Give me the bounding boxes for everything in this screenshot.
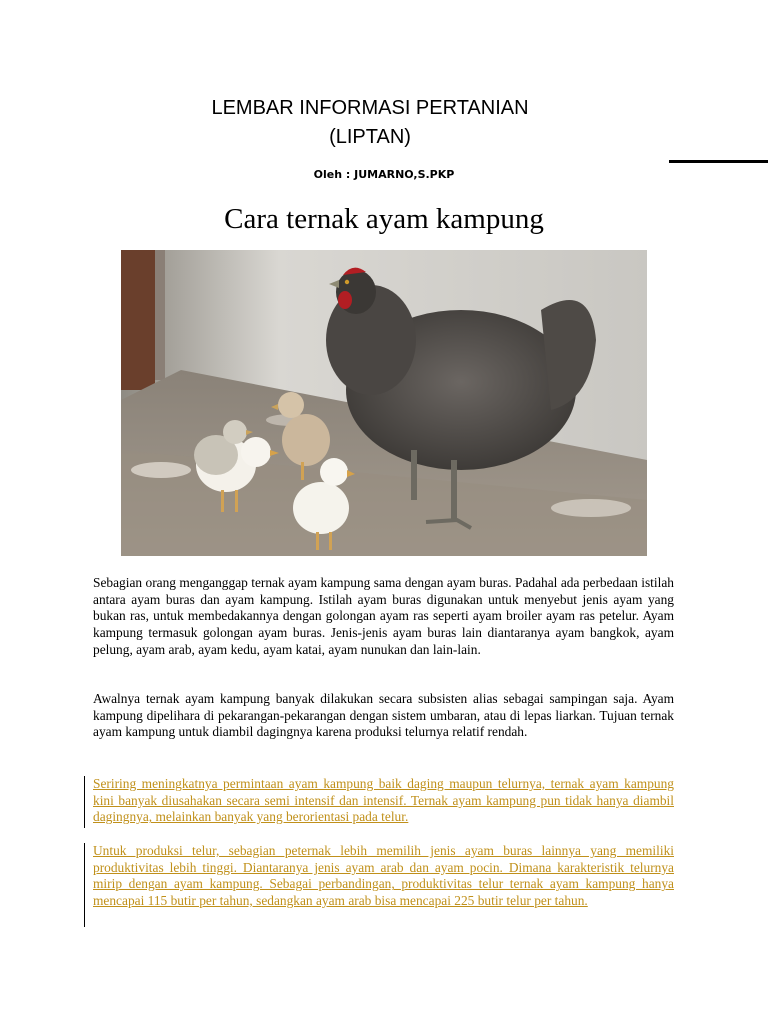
paragraph-2: Awalnya ternak ayam kampung banyak dilakukan secara subsisten alias sebagai sampingan saja. Ayam kampung dipelihara di pekarangan-pekarangan dengan sistem umbaran, atau di lepas liarkan. Tujuan ternak ayam kampung untuk diambil dagingnya karena produksi telurnya relatif rendah. [93, 691, 674, 740]
hen-with-chicks-photo [121, 250, 647, 556]
paragraph-4-tracked-change: Untuk produksi telur, sebagian peternak lebih memilih jenis ayam buras lainnya yang memiliki produktivitas lebih tinggi. Diantaranya jenis ayam arab dan ayam pocin. Dimana karakteristik telurnya mirip dengan ayam kampung. Sebagai perbandingan, produktivitas telur ternak ayam kampung hanya mencapai 115 butir per tahun, sedangkan ayam arab bisa mencapai 225 butir telur per tahun. [93, 843, 674, 909]
header-line-1: LEMBAR INFORMASI PERTANIAN [211, 97, 529, 119]
horizontal-rule [669, 160, 768, 163]
article-title: Cara ternak ayam kampung [224, 203, 544, 235]
revision-bar [84, 776, 85, 828]
paragraph-3-tracked-change: Seriring meningkatnya permintaan ayam kampung baik daging maupun telurnya, ternak ayam kampung kini banyak diusahakan secara semi intensif dan intensif. Ternak ayam kampung pun tidak hanya diambil dagingnya, melainkan banyak yang berorientasi pada telur. [93, 776, 674, 825]
paragraph-1: Sebagian orang menganggap ternak ayam kampung sama dengan ayam buras. Padahal ada perbedaan istilah antara ayam buras dan ayam kampung. Istilah ayam buras digunakan untuk menyebut jenis ayam yang bukan ras, untuk membedakannya dengan golongan ayam ras seperti ayam broiler ayam ras petelur. Ayam kampung termasuk golongan ayam buras. Jenis-jenis ayam buras lain diantaranya ayam bangkok, ayam pelung, ayam arab, ayam kedu, ayam katai, ayam nunukan dan lain-lain. [93, 575, 674, 657]
header-line-2: (LIPTAN) [329, 126, 411, 148]
revision-bar [84, 843, 85, 927]
author-line: Oleh : JUMARNO,S.PKP [313, 168, 455, 181]
document-header [0, 94, 740, 152]
